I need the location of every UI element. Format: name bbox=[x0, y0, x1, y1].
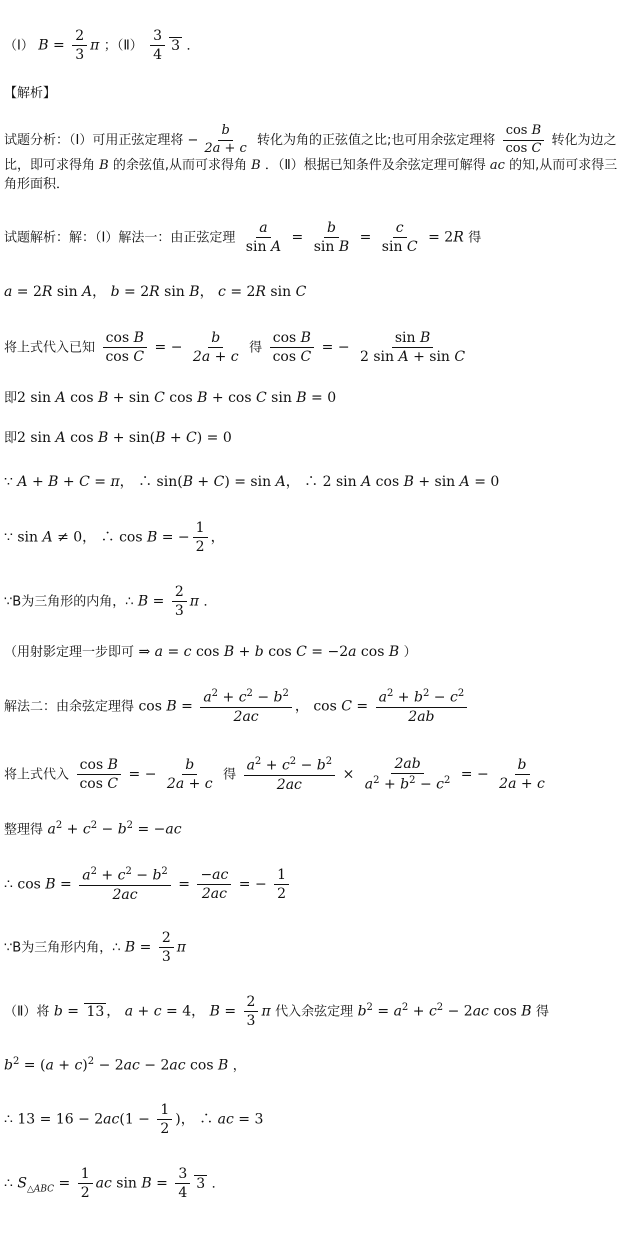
answer-part2-label: ；（Ⅱ） bbox=[103, 38, 143, 54]
answer-part1-label: （Ⅰ） bbox=[4, 38, 34, 54]
part2-line: （Ⅱ）将 b = 13 ， a + c = 4， B = $\frac{2}{3}$ π 代入余弦定理 $b^2 = a^2 + c^2 - 2ac$ cos B 得 bbox=[4, 994, 550, 1030]
equation-line-2: 即2 sin A cos B + sin(B + C) = 0 bbox=[4, 430, 232, 446]
answer-end: ． bbox=[186, 38, 200, 54]
simplify-line: 整理得 $a^2 + c^2 - b^2 = -ac$ bbox=[4, 820, 182, 838]
ac-result-line: ∴ 13 = 16 − 2ac(1 − $\frac{1}{2}$ )， ∴ ac = 3 bbox=[4, 1102, 264, 1138]
cos-b-result-line: ∴ cos B = $\frac{a^2 + c^2 - b^2}{2ac}$ = $\frac{-ac}{2ac}$ = − $\frac{1}{2}$ bbox=[4, 866, 626, 903]
sine-law-line: 试题解析：解：（Ⅰ）解法一：由正弦定理 $\frac{a}{\text{sin A}}$ = $\frac{b}{\text{sin B}}$ = $\frac{c}{\text{sin C}}$ = 2R 得 bbox=[4, 220, 482, 256]
abc-expression-line: a = 2R sin A， b = 2R sin B， c = 2R sin C bbox=[4, 284, 307, 300]
angle-b2-line: ∵B为三角形内角，∴ B = $\frac{2}{3}$ π bbox=[4, 930, 186, 966]
projection-line: （用射影定理一步即可 ⇒ a = c cos B + b cos C = −2a cos B ） bbox=[4, 644, 417, 660]
cosine-law-line: 解法二：由余弦定理得 cos B = $\frac{a^2 + c^2 - b^2}{2ac}$ ， cos C = $\frac{a^2 + b^2 - c^2}{2ab}$ bbox=[4, 688, 626, 725]
area-result-line: ∴ $S_{\triangle ABC}$ = $\frac{1}{2}$ ac sin B = $\frac{3}{4}$ 3 ． bbox=[4, 1166, 225, 1202]
equation-line-3: ∵ A + B + C = π， ∴ sin(B + C) = sin A， ∴ 2 sin A cos B + sin A = 0 bbox=[4, 474, 500, 490]
answer-line: （Ⅰ） B = $\frac{2}{3}$ π ；（Ⅱ） $\frac{3}{4}$ 3 ． bbox=[4, 28, 200, 64]
substitute-line: 将上式代入已知 $\frac{\text{cos B}}{\text{cos C}}$ = − $\frac{b}{2a + c}$ 得 $\frac{\text{cos B}}{\text{cos C}}$ = − $\frac{\text{sin B}}{\text{2 sin A + sin C}}$ bbox=[4, 330, 466, 366]
analysis-paragraph: 试题分析：（Ⅰ）可用正弦定理将 − $\frac{b}{2a + c}$ 转化为角的正弦值之比;也可用余弦定理将 $\frac{\text{cos B}}{\text{cos C}}$ 转化为边之比，即可求得角 B 的余弦值,从而可求得角 B ．（Ⅱ）根据已知条件及余弦定理可解得 ac 的知,从而可求得三角形面积． bbox=[4, 123, 618, 192]
equation-line-4: ∵ sin A ≠ 0， ∴ cos B = − $\frac{1}{2}$ ， bbox=[4, 520, 225, 556]
section-heading: 【解析】 bbox=[4, 86, 57, 101]
substitute2-line: 将上式代入 $\frac{\text{cos B}}{\text{cos C}}$ = − $\frac{b}{2a + c}$ 得 $\frac{a^2 + c^2 - b^2}{2ac}$ × $\frac{2ab}{a^2 + b^2 - c^2}$ = − $\frac{b}{2a + c}$ bbox=[4, 756, 545, 793]
equation-line-1: 即2 sin A cos B + sin C cos B + cos C sin B = 0 bbox=[4, 390, 337, 406]
angle-b-line: ∵B为三角形的内角，∴ B = $\frac{2}{3}$ π ． bbox=[4, 584, 217, 620]
b-squared-line: $b^2 = (a + c)^2 - 2ac - 2ac$ cos B ， bbox=[4, 1056, 246, 1074]
